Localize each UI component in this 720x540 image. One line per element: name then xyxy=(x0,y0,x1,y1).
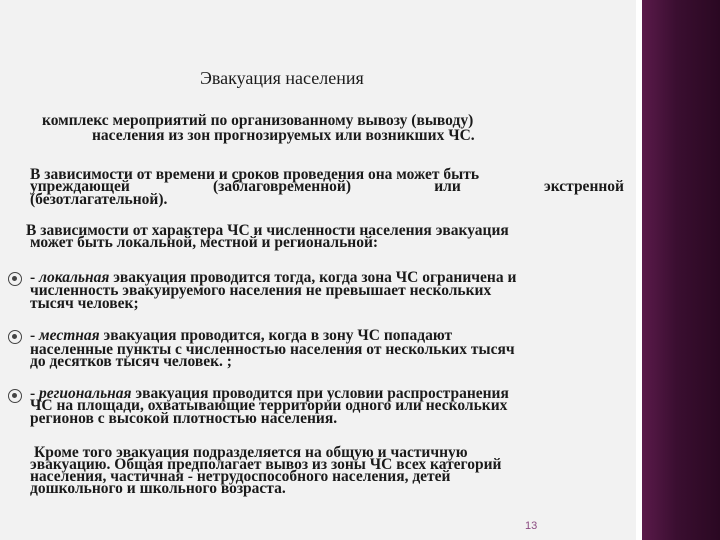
definition-line-2: населения из зон прогнозируемых или возникших ЧС. xyxy=(92,127,475,144)
bullet-marker-icon xyxy=(8,389,22,403)
bullet-1-line-3: тысяч человек; xyxy=(30,295,139,312)
closing-line-1: Кроме того эвакуация подразделяется на общую и частичную xyxy=(34,444,468,461)
timing-line-1: В зависимости от времени и сроков проведения она может быть xyxy=(30,166,480,183)
timing-word-1: упреждающей xyxy=(30,178,130,195)
bullet-1-term: локальная xyxy=(39,269,110,286)
bullet-3-line-1: - региональная эвакуация проводится при условии распространения xyxy=(30,385,509,402)
timing-word-2: (заблаговременной) xyxy=(213,178,351,195)
bullet-1-line-2: численность эвакуируемого населения не превышает нескольких xyxy=(30,282,492,299)
scale-line-1: В зависимости от характера ЧС и численности населения эвакуация xyxy=(26,222,509,239)
bullet-2-term: местная xyxy=(39,327,100,344)
bullet-2-line-2: населенные пункты с численностью населения от нескольких тысяч xyxy=(30,341,515,358)
timing-word-4: экстренной xyxy=(544,178,624,195)
bullet-3-line-3: регионов с высокой плотностью населения. xyxy=(30,410,338,427)
closing-line-2: эвакуацию. Общая предполагает вывоз из зоны ЧС всех категорий xyxy=(30,456,502,473)
timing-line-3: (безотлагательной). xyxy=(30,191,168,208)
bullet-3-line-2: ЧС на площади, охватывающие территории одного или нескольких xyxy=(30,397,508,414)
page-number: 13 xyxy=(525,520,538,532)
scale-line-2: может быть локальной, местной и региональной: xyxy=(30,234,379,251)
timing-word-3: или xyxy=(434,178,461,195)
bullet-3-term: региональная xyxy=(39,385,132,402)
bullet-marker-icon xyxy=(8,330,22,344)
bullet-2-line-3: до десятков тысяч человек. ; xyxy=(30,353,232,370)
slide-title: Эвакуация населения xyxy=(200,68,364,88)
closing-line-4: дошкольного и школьного возраста. xyxy=(30,480,286,497)
bullet-marker-icon xyxy=(8,272,22,286)
definition-line-1: комплекс мероприятий по организованному вывозу (выводу) xyxy=(42,112,474,129)
closing-line-3: населения, частичная - нетрудоспособного населения, детей xyxy=(30,468,451,485)
bullet-2-line-1: - местная эвакуация проводится, когда в зону ЧС попадают xyxy=(30,327,453,344)
bullet-1-line-1: - локальная эвакуация проводится тогда, когда зона ЧС ограничена и xyxy=(30,269,517,286)
decorative-side-band xyxy=(642,0,720,540)
